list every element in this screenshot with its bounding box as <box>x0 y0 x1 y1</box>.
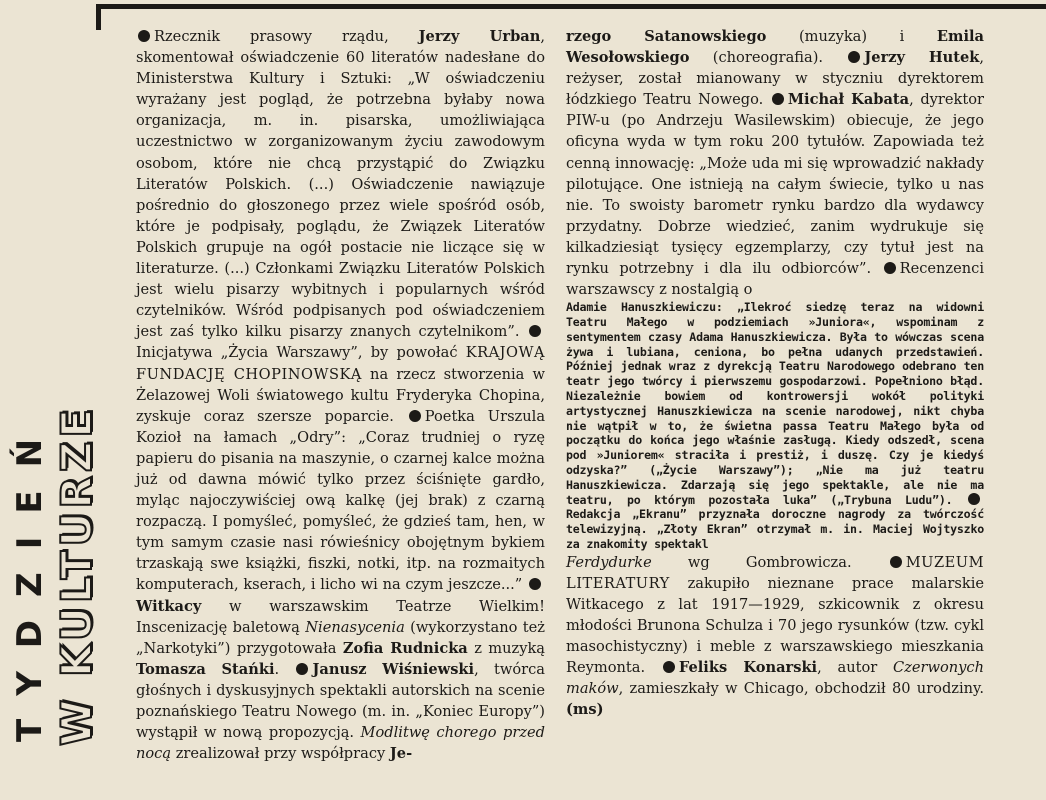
name-witkacy: Witkacy <box>136 597 202 615</box>
title-czerwone-maki: Czerwonych maków <box>566 659 984 698</box>
bullet-icon <box>848 51 860 63</box>
paragraph-urban: Rzecznik prasowy rządu, Jerzy Urban, skomentował oświadczenie 60 literatów nadesłane do Ministerstwa Kultury i Sztuki: „W oświadczeniu wyrażany jest pogląd, że potrzebna byłaby nowa organizacja, m. in. pisarska, umożliwiająca uczestnictwo w zorganizowanym życiu zawodowym osobom, które nie chcą przystąpić do Związku Literatów Polskich. (...) Oświadczenie nawiązuje pośrednio do głoszonego przez wiele spośród osób, które je podpisały, poglądu, że Związek Literatów Polskich grupuje na ogół postacie nie liczące się w literaturze. (...) Członkami Związku Literatów Polskich jest wielu pisarzy wybitnych i popularnych wśród czytelników. Wśród podpisanych pod oświadczeniem jest zaś tylko kilku pisarzy znanych czytelnikom”. Inicjatywa „Życia Warszawy”, by powołać KRAJOWĄ FUNDACJĘ CHOPINOWSKĄ na rzecz stworzenia w Żelazowej Woli światowego kultu Fryderyka Chopina, zyskuje coraz szersze poparcie. Poetka Urszula Kozioł na łamach „Odry”: „Coraz trudniej o ryzę papieru do pisania na maszynie, o czarnej kalce można już od dawna mówić tylko przez ściśnięte gardło, myląc najoczywiściej ową kalkę (jej brak) z czarną rozpaczą. I pomyśleć, pomyśleć, że gdzieś tam, hen, w tym samym czasie nasi rówieśnicy obojętnym bykiem trzaskają swe książki, fiszki, notki, itp. na rozmaitych komputerach, kserach, i licho wi na czym jeszcze...” Witkacy w warszawskim Teatrze Wielkim! Inscenizację baletową Nienasycenia (wykorzystano też „Narkotyki”) przygotowała Zofia Rudnicka z muzyką Tomasza Stańki. Janusz Wiśniewski, twórca głośnych i dyskusyjnych spektakli autorskich na scenie poznańskiego Teatru Nowego (m. in. „Koniec Europy”) wystąpił w nową propozycją. Modlitwę chorego przed nocą zrealizował przy współpracy Je- <box>136 28 546 763</box>
right-column <box>566 26 984 721</box>
bullet-icon <box>890 556 902 568</box>
foundation-name: KRAJOWĄ FUNDACJĘ CHOPINOWSKĄ <box>136 344 545 383</box>
section-title-line1: TYDZIEŃ <box>10 415 50 742</box>
title-modlitwa: Modlitwę chorego przed nocą <box>136 724 545 763</box>
paragraph-right-top: rzego Satanowskiego (muzyka) i Emila Wesołowskiego (choreografia). Jerzy Hutek, reżyser, został mianowany w styczniu dyrektorem łódzkiego Teatru Nowego. Michał Kabata, dyrektor PIW-u (po Andrzeju Wasilewskim) obiecuje, że jego oficyna wyda w tym roku 200 tytułów. Zapowiada też cenną innowację: „Może uda mi się wprowadzić nakłady pilotujące. One istnieją na całym świecie, tylko u nas nie. To swoisty barometr rynku bardzo dla wydawcy przydatny. Dobrze wiedzieć, zanim wydrukuje się kilkadziesiąt tysięcy egzemplarzy, czy tytuł jest na rynku potrzebny i dla ilu odbiorców”. Recenzenci warszawscy z nostalgią o <box>566 28 985 299</box>
top-rule <box>96 4 1046 9</box>
name-rudnicka: Zofia Rudnicka <box>342 639 468 657</box>
name-konarski: Feliks Konarski <box>678 659 818 677</box>
bullet-icon <box>529 325 541 337</box>
name-kabata: Michał Kabata <box>787 91 910 109</box>
museum-name: MUZEUM LITERATURY <box>566 553 985 592</box>
name-wojtyszko: Maciej Wojtyszko <box>872 522 985 537</box>
bullet-icon <box>884 262 896 274</box>
title-ferdydurke: Ferdydurke <box>566 553 652 571</box>
bullet-icon <box>663 661 675 673</box>
corner-rule <box>96 4 101 30</box>
bullet-icon <box>968 493 980 505</box>
name-satanowski: rzego Satanowskiego <box>566 28 767 45</box>
bullet-icon <box>409 410 421 422</box>
name-wesolowski: Emila Wesołowskiego <box>566 28 984 67</box>
section-title-line2: W KULTURZE <box>52 405 101 746</box>
paragraph-hanuszkiewicz: Adamie Hanuszkiewiczu: „Ilekroć siedzę teraz na widowni Teatru Małego w podziemiach »Juniora«, wspominam z sentymentem czasy Adama Hanuszkiewicza. Była to wówczas scena żywa i lubiana, ceniona, bo pełna udanych przedstawień. Później jednak wraz z dyrekcją Teatru Narodowego odebrano ten teatr jego twórcy i pierwszemu gospodarzowi. Popełniono błąd. Niezależnie bowiem od kontrowersji wokół polityki artystycznej Hanuszkiewicza na scenie narodowej, nikt chyba nie wątpił w to, że świetna passa Teatru Małego była od początku do końca jego właśnie zasługą. Kiedy odszedł, scena pod »Juniorem« straciła i prestiż, i duszę. Czy je kiedyś odzyska?” („Życie Warszawy”); „Nie ma już teatru Hanuszkiewicza. Zdarzają się jego spektakle, ale nie ma teatru, po którym pozostała luka” („Trybuna Ludu”). Redakcja „Ekranu” przyznała doroczne nagrody za twórczość telewizyjną. „Złoty Ekran” otrzymał m. in. Maciej Wojtyszko za znakomity spektakl <box>566 300 985 551</box>
bullet-icon <box>296 663 308 675</box>
name-hutek: Jerzy Hutek <box>864 49 980 67</box>
signature: (ms) <box>566 701 604 719</box>
name-urban: Jerzy Urban <box>418 28 541 45</box>
paragraph-right-bottom: Ferdydurke wg Gombrowicza. MUZEUM LITERATURY zakupiło nieznane prace malarskie Witkacego z lat 1917—1929, szkicownik z okresu młodości Brunona Schulza i 70 jego rysunków (tzw. cykl masochistyczny) i meble z warszawskiego mieszkania Reymonta. Feliks Konarski, autor Czerwonych maków, zamieszkały w Chicago, obchodził 80 urodziny. (ms) <box>566 553 985 719</box>
left-column <box>136 26 545 764</box>
bullet-icon <box>772 93 784 105</box>
name-wisniewski: Janusz Wiśniewski <box>312 660 475 678</box>
title-nienasycenie: Nienasycenia <box>305 618 405 636</box>
name-stanko: Tomasza Stańki <box>136 660 275 678</box>
bullet-icon <box>529 578 541 590</box>
section-title <box>4 250 101 750</box>
name-hanuszkiewicz: Adamie Hanuszkiewiczu <box>566 300 716 315</box>
bullet-icon <box>138 30 150 42</box>
